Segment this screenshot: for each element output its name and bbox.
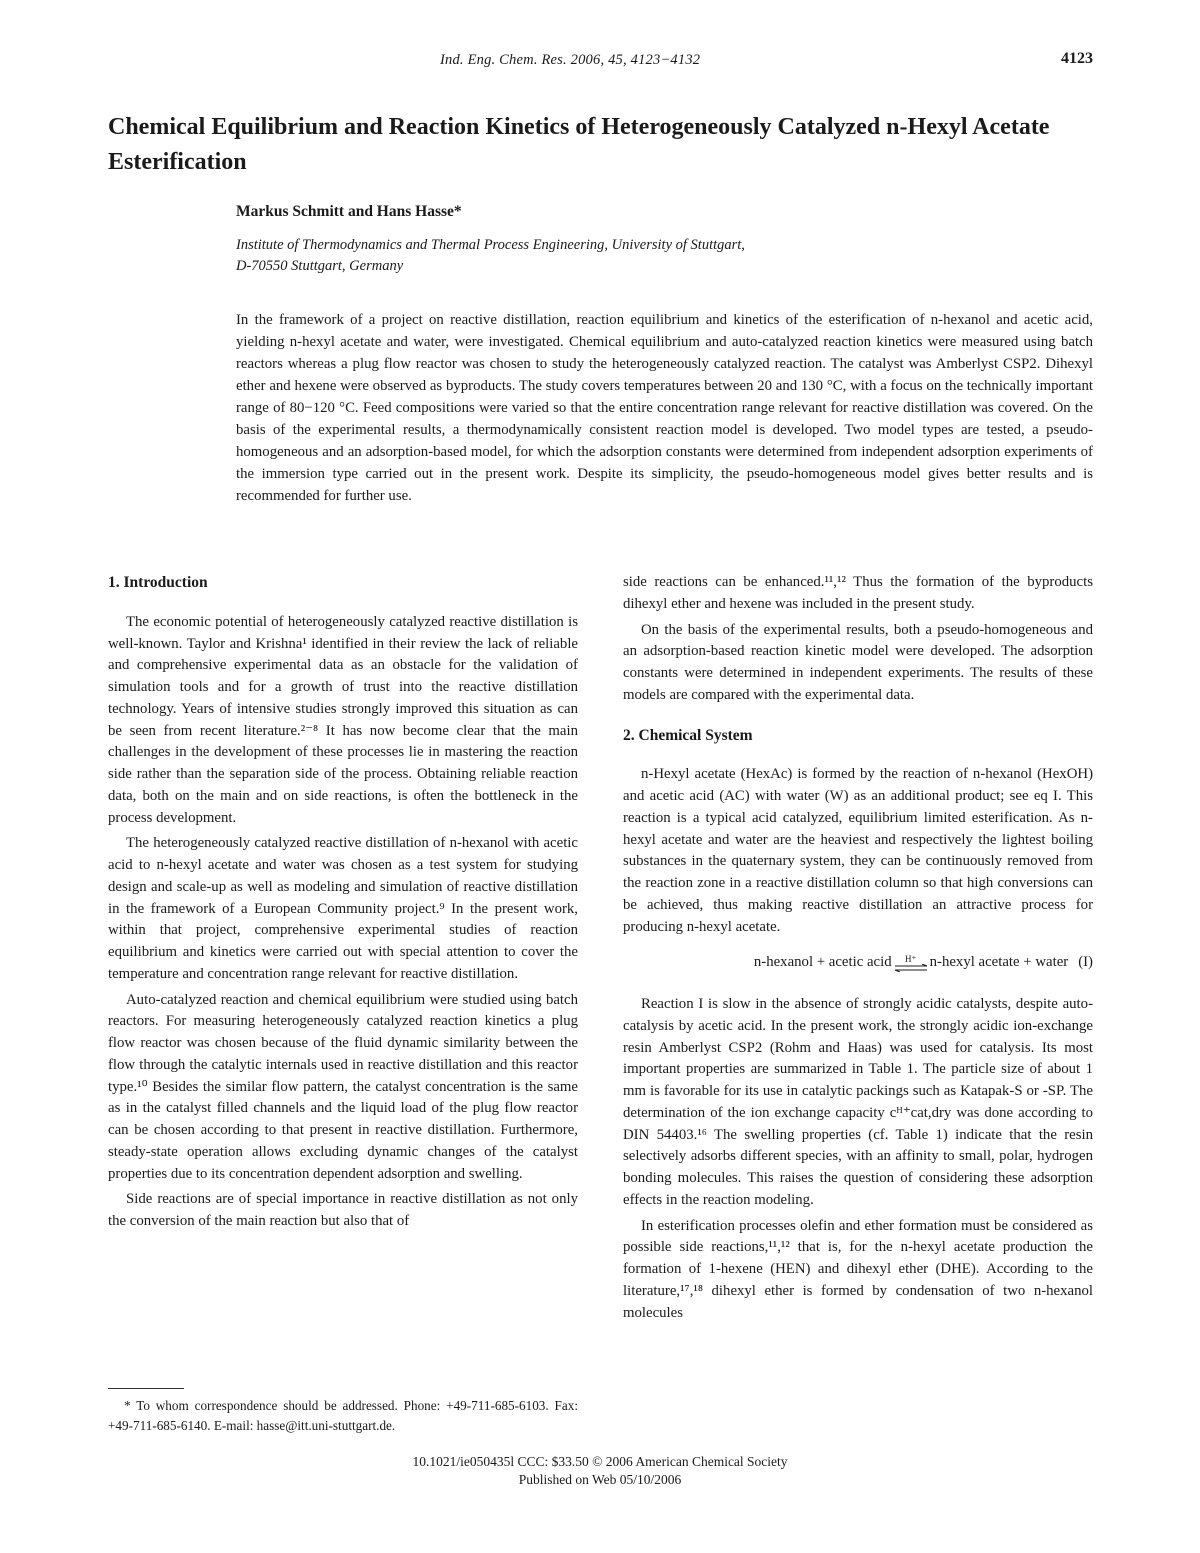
paragraph: Side reactions are of special importance in reactive distillation as not only the conversion of the main reaction but also that of [108,1191,578,1229]
affiliation-line: D-70550 Stuttgart, Germany [236,258,404,274]
paragraph: The economic potential of heterogeneously catalyzed reactive distillation is well-known. Taylor and Krishna¹ identified in their review the lack of reliable and comprehensive experimental data as an obstacle for the validation of simulation tools and for a growth of trust into the reactive distillation technology. Years of intensive studies strongly improved this situation as can be seen from recent literature.²⁻⁸ It has now become clear that the main challenges in the development of these processes lie in mastering the reaction side rather than the separation side of the process. Obtaining reliable reaction data, both on the main and on side reactions, is often the bottleneck in the process development. [108,613,578,826]
paragraph: Auto-catalyzed reaction and chemical equilibrium were studied using batch reactors. For measuring heterogeneously catalyzed reaction kinetics a plug flow reactor was chosen because of the fluid dynamic similarity between the flow through the catalytic internals used in reactive distillation and this reactor type.¹⁰ Besides the similar flow pattern, the catalyst concentration is the same as in the catalyst filled channels and the liquid load of the plug flow reactor can be chosen according to that present in reactive distillation. Furthermore, steady-state operation allows excluding dynamic changes of the catalyst properties due to its concentration dependent adsorption and swelling. [108,991,578,1182]
paragraph: Reaction I is slow in the absence of strongly acidic catalysts, despite auto-catalysis by acetic acid. In the present work, the strongly acidic ion-exchange resin Amberlyst CSP2 (Rohm and Haas) was used for catalysis. Its most important properties are summarized in Table 1. The particle size of about 1 mm is favorable for its use in catalytic packings such as Katapak-S or -SP. The determination of the ion exchange capacity cᴴ⁺cat,dry was done according to DIN 54403.¹⁶ The swelling properties (cf. Table 1) indicate that the resin selectively adsorbs different species, with an affinity to small, polar, hydrogen bonding molecules. This raises the question of considering these adsorption effects in the reaction modeling. [623,996,1093,1208]
paragraph: On the basis of the experimental results, both a pseudo-homogeneous and an adsorption-based reaction kinetic model were developed. The adsorption constants were determined in independent experiments. The results of these models are compared with the experimental data. [623,621,1093,703]
right-column [623,572,1093,1328]
equation-reactants: n-hexanol + acetic acid [753,954,892,971]
correspondence-footnote: * To whom correspondence should be addressed. Phone: +49-711-685-6103. Fax: +49-711-685-6140. E-mail: hasse@itt.uni-stuttgart.de. [108,1398,578,1433]
equation-catalyst: H⁺ [905,954,917,965]
left-column [108,572,578,1237]
equilibrium-arrow-icon [894,964,928,972]
equation-number: (I) [1078,954,1093,971]
equilibrium-arrow [894,954,928,972]
abstract: In the framework of a project on reactive distillation, reaction equilibrium and kinetics of the esterification of n-hexanol and acetic acid, yielding n-hexyl acetate and water, were investigated. Chemical equilibrium and auto-catalyzed reaction kinetics were measured using batch reactors whereas a plug flow reactor was chosen to study the heterogeneously catalyzed reaction. The catalyst was Amberlyst CSP2. Dihexyl ether and hexene were observed as byproducts. The study covers temperatures between 20 and 130 °C, with a focus on the technically important range of 80−120 °C. Feed compositions were varied so that the entire concentration range relevant for reactive distillation was covered. On the basis of the experimental results, a thermodynamically consistent reaction model is developed. Two model types are tested, a pseudo-homogeneous and an adsorption-based model, for which the adsorption constants were determined from independent adsorption experiments of the immersion type carried out in the present work. Despite its simplicity, the pseudo-homogeneous model gives better results and is recommended for further use. [236,312,1093,504]
affiliation [236,235,745,277]
paragraph: In esterification processes olefin and ether formation must be considered as possible side reactions,¹¹,¹² that is, for the n-hexyl acetate production the formation of 1-hexene (HEN) and dihexyl ether (DHE). According to the literature,¹⁷,¹⁸ dihexyl ether is formed by condensation of two n-hexanol molecules [623,1217,1093,1321]
reaction-equation [623,952,1093,974]
section-heading: 1. Introduction [108,574,208,591]
author-list: Markus Schmitt and Hans Hasse* [236,203,462,220]
doi-copyright-line: 10.1021/ie050435l CCC: $33.50 © 2006 American Chemical Society [412,1454,788,1469]
paragraph: The heterogeneously catalyzed reactive distillation of n-hexanol with acetic acid to n-hexyl acetate and water was chosen as a test system for studying design and scale-up as well as modeling and simulation of reactive distillation in the framework of a European Community project.⁹ In the present work, within that project, comprehensive experimental studies of reaction equilibrium and kinetics were carried out with special attention to cover the temperature and concentration range relevant for reactive distillation. [108,835,578,982]
affiliation-line: Institute of Thermodynamics and Thermal Process Engineering, University of Stuttgart, [236,237,745,253]
paragraph: side reactions can be enhanced.¹¹,¹² Thus the formation of the byproducts dihexyl ether and hexene was included in the present study. [623,574,1093,612]
publication-date: Published on Web 05/10/2006 [518,1472,682,1487]
footnote-divider [108,1388,184,1389]
journal-reference: Ind. Eng. Chem. Res. 2006, 45, 4123−4132 [440,52,701,68]
article-title: Chemical Equilibrium and Reaction Kinetics of Heterogeneously Catalyzed n-Hexyl Acetate Esterification [108,114,1050,175]
page-number: 4123 [1061,50,1093,67]
section-heading: 2. Chemical System [623,726,753,744]
paragraph: n-Hexyl acetate (HexAc) is formed by the reaction of n-hexanol (HexOH) and acetic acid (AC) with water (W) as an additional product; see eq I. This reaction is a typical acid catalyzed, equilibrium limited esterification. As n-hexyl acetate and water are the heaviest and respectively the lightest boiling substances in the quaternary system, they can be continuously removed from the reaction zone in a reactive distillation column so that high conversions can be achieved, thus making reactive distillation an attractive process for producing n-hexyl acetate. [623,766,1093,935]
equation-products: n-hexyl acetate + water [929,954,1069,971]
